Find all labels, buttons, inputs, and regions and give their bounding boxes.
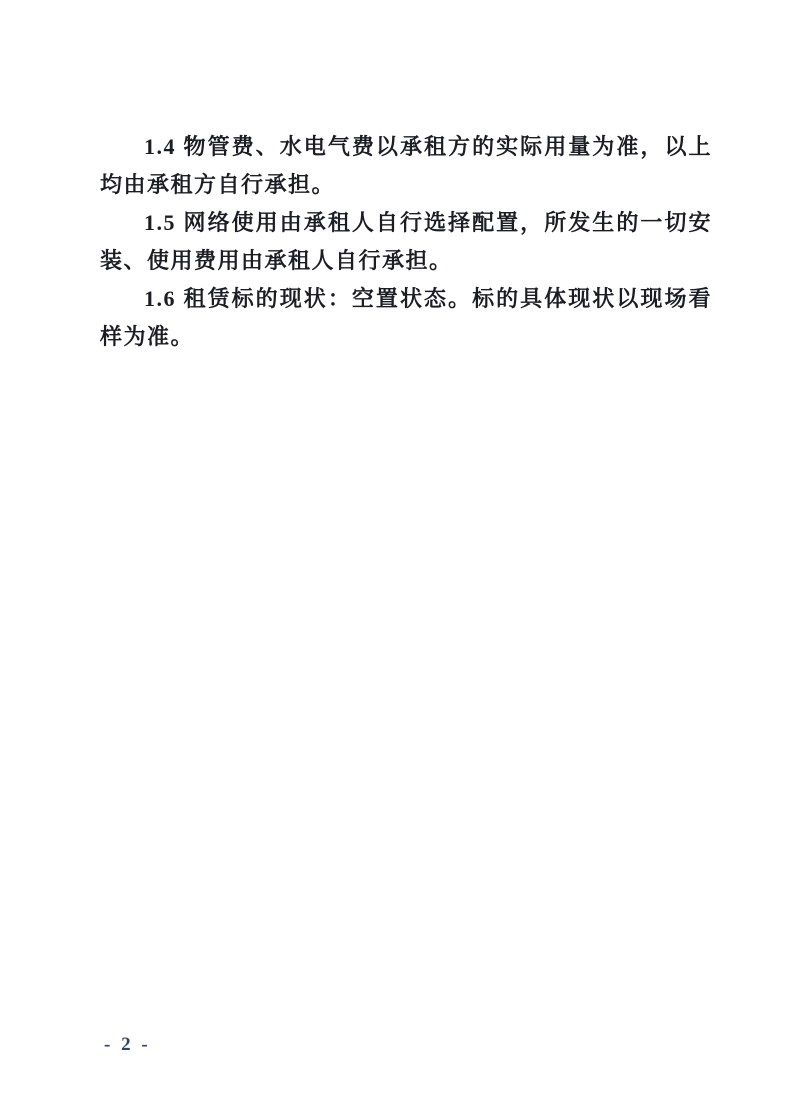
- document-body: [100, 128, 712, 356]
- clause-1-5: 1.5 网络使用由承租人自行选择配置，所发生的一切安装、使用费用由承租人自行承担。: [100, 210, 712, 273]
- page-number: - 2 -: [104, 1034, 151, 1055]
- clause-1-4: 1.4 物管费、水电气费以承租方的实际用量为准，以上均由承租方自行承担。: [100, 134, 712, 197]
- clause-1-6: 1.6 租赁标的现状：空置状态。标的具体现状以现场看样为准。: [100, 286, 712, 349]
